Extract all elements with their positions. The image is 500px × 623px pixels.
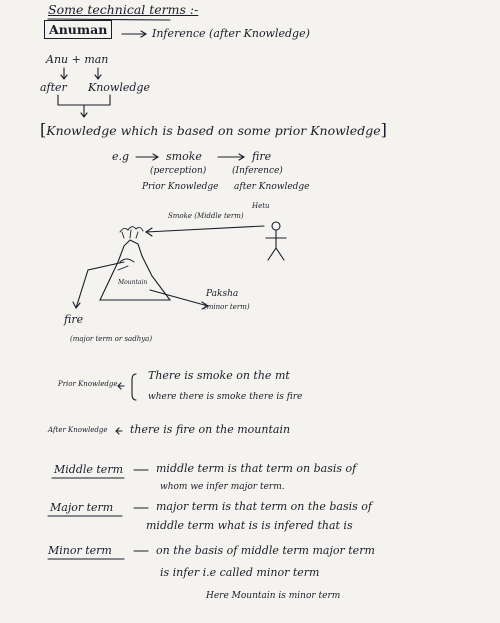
arrow-icon [116,428,122,434]
mountain-sketch [100,240,170,300]
smoke-lines [122,230,138,238]
brace [132,374,136,400]
anuman-split: Anu + man [46,53,109,66]
arrow-icon [118,383,124,389]
reasoning-line-3: there is fire on the mountain [130,423,291,436]
arrow-icon [150,290,208,309]
arrow-icon [146,226,264,236]
arrow-icon [73,262,124,308]
diagram-paksha: Paksha [206,289,239,299]
prior-knowledge-label: Prior Knowledge [58,380,118,388]
term-major-name: Major term [50,501,114,514]
person-head [272,222,280,230]
arrow-icon [136,154,158,160]
diagram-smoke-label: Smoke (Middle term) [168,212,244,220]
term-minor-line-2: is infer i.e called minor term [160,566,320,579]
term-middle-line-1: middle term is that term on basis of [156,462,357,475]
diagram-fire: fire [64,313,84,326]
term-major-line-2: middle term what is is infered that is [146,519,353,532]
example-inference: (Inference) [232,166,283,176]
arrow-icon [218,154,244,160]
example-smoke: smoke [166,150,202,163]
term-minor-line-3: Here Mountain is minor term [206,591,341,601]
reasoning-line-1: There is smoke on the mt [148,369,290,382]
example-label: e.g [112,150,130,163]
page-heading: Some technical terms :- [48,2,199,17]
down-arrow-icon [95,68,101,79]
example-perception: (perception) [150,166,207,176]
anu-meaning: after [40,81,67,94]
definition-text: Knowledge which is based on some prior Knowledge [46,123,381,138]
arrow-icon [122,31,146,37]
example-after: after Knowledge [234,182,310,192]
after-knowledge-label: After Knowledge [48,426,108,434]
term-major-line-1: major term is that term on the basis of [156,500,372,513]
smoke-sketch [120,227,143,232]
diagram-hetu: Hetu [252,202,270,210]
man-meaning: Knowledge [88,81,150,94]
term-minor-line-1: on the basis of middle term major term [156,544,375,557]
diagram-major: (major term or sadhya) [70,335,153,343]
stick-figure [266,230,286,260]
example-prior: Prior Knowledge [142,182,219,192]
anuman-meaning: Inference (after Knowledge) [152,27,310,40]
anuman-term-box: Anuman [44,20,112,39]
down-arrow-icon [81,105,87,117]
term-middle-line-2: whom we infer major term. [160,482,285,492]
diagram-mountain: Mountain [118,279,148,286]
reasoning-line-2: where there is smoke there is fire [148,392,303,402]
term-minor-name: Minor term [48,544,112,557]
join-line [58,95,110,105]
down-arrow-icon [61,68,67,79]
definition: [Knowledge which is based on some prior Knowledge] [40,120,387,139]
term-middle-name: Middle term [54,463,124,476]
example-fire: fire [252,150,272,163]
diagram-minor: (minor term) [204,303,250,311]
mountain-texture [118,259,134,270]
